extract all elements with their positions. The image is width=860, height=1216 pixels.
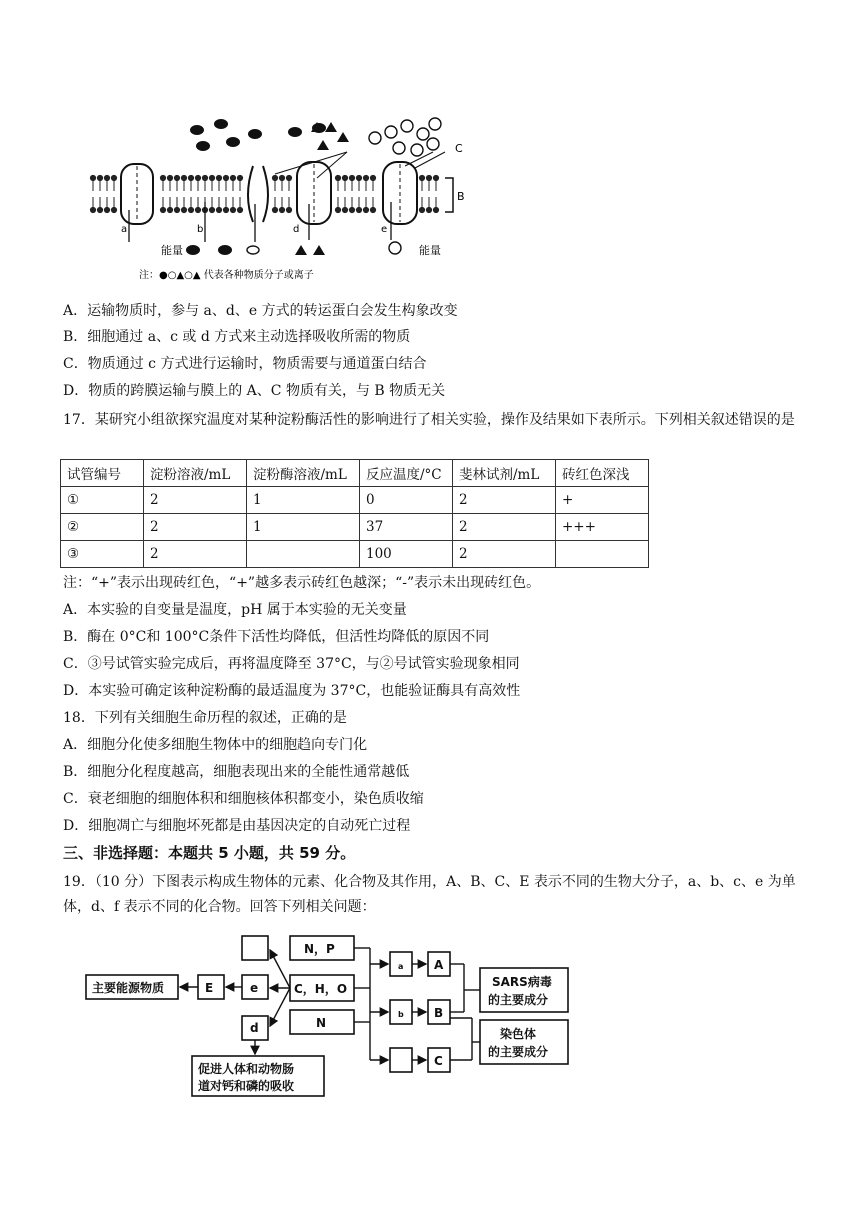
svg-text:A: A [434,958,444,972]
label-a: a [121,224,128,235]
q17-option-a: A．本实验的自变量是温度，pH 属于本实验的无关变量 [63,602,407,618]
table-header: 砖红色深浅 [556,460,649,487]
box-f [242,936,268,960]
label-e: e [381,224,388,235]
q18-option-a: A．细胞分化使多细胞生物体中的细胞趋向专门化 [63,737,368,753]
svg-text:a: a [398,962,404,971]
q19-stem: 19．（10 分）下图表示构成生物体的元素、化合物及其作用，A、B、C、E 表示不同的生物大分子，a、b、c、e 为单体，d、f 表示不同的化合物。回答下列相关问题： [63,874,796,915]
q17-note: 注：“+”表示出现砖红色，“+”越多表示砖红色越深；“-”表示未出现砖红色。 [63,575,541,591]
svg-text:B: B [434,1006,444,1020]
bottom-molecules [186,242,401,255]
section-heading: 三、非选择题：本题共 5 小题，共 59 分。 [63,844,356,862]
svg-text:C，H，O: C，H，O [294,982,348,996]
svg-text:的主要成分: 的主要成分 [488,993,549,1007]
label-B: B [457,190,465,203]
table-header: 试管编号 [61,460,144,487]
table-row: ③ 2 100 2 [61,541,649,568]
table-header: 反应温度/°C [360,460,453,487]
svg-text:N: N [316,1016,327,1030]
energy-label-2: 能量 [419,244,441,257]
svg-text:b: b [398,1010,404,1019]
svg-text:E: E [205,981,214,995]
label-d: d [293,224,300,235]
figure1-legend: 注：●○▲○▲ 代表各种物质分子或离子 [139,270,314,281]
membrane-transport-figure [85,112,475,287]
q16-option-b: B．细胞通过 a、c 或 d 方式来主动选择吸收所需的物质 [63,329,411,345]
table-header: 淀粉酶溶液/mL [247,460,360,487]
q17-stem: 17．某研究小组欲探究温度对某种淀粉酶活性的影响进行了相关实验，操作及结果如下表所示。下列相关叙述错误的是 [63,412,795,428]
energy-label-1: 能量 [161,244,183,257]
experiment-table [60,459,649,568]
q18-option-c: C．衰老细胞的细胞体积和细胞核体积都变小，染色质收缩 [63,791,424,807]
q18-option-d: D．细胞凋亡与细胞坏死都是由基因决定的自动死亡过程 [63,818,411,834]
svg-text:促进人体和动物肠: 促进人体和动物肠 [198,1062,295,1076]
table-header: 斐林试剂/mL [453,460,556,487]
q16-option-a: A．运输物质时，参与 a、d、e 方式的转运蛋白会发生构象改变 [63,303,458,319]
table-row: ② 2 1 37 2 +++ [61,514,649,541]
label-C: C [455,142,463,155]
label-b: b [197,224,204,235]
svg-text:d: d [250,1021,259,1035]
q18-stem: 18．下列有关细胞生命历程的叙述，正确的是 [63,710,347,726]
svg-text:道对钙和磷的吸收: 道对钙和磷的吸收 [198,1079,295,1093]
top-open-molecules [369,118,441,156]
q18-option-b: B．细胞分化程度越高，细胞表现出来的全能性通常越低 [63,764,410,780]
svg-text:染色体: 染色体 [500,1027,537,1041]
table-header: 淀粉溶液/mL [144,460,247,487]
q17-option-c: C．③号试管实验完成后，再将温度降至 37°C，与②号试管实验现象相同 [63,656,520,672]
svg-text:SARS病毒: SARS病毒 [492,975,552,989]
svg-text:e: e [250,981,259,995]
table-header-row [61,460,649,487]
main-energy-label: 主要能源物质 [92,981,165,995]
svg-text:N，P: N，P [304,942,335,956]
table-row: ① 2 1 0 2 + [61,487,649,514]
channel-protein-c [248,166,268,222]
q17-option-b: B．酶在 0°C和 100°C条件下活性均降低，但活性均降低的原因不同 [63,629,490,645]
top-molecules [190,119,349,151]
box-c [390,1048,412,1072]
q16-option-c: C．物质通过 c 方式进行运输时，物质需要与通道蛋白结合 [63,356,427,372]
q16-option-d: D．物质的跨膜运输与膜上的 A、C 物质有关，与 B 物质无关 [63,383,446,399]
svg-text:的主要成分: 的主要成分 [488,1045,549,1059]
svg-text:C: C [434,1054,443,1068]
q17-option-d: D．本实验可确定该种淀粉酶的最适温度为 37°C，也能验证酶具有高效性 [63,683,521,699]
compounds-diagram [80,928,590,1098]
